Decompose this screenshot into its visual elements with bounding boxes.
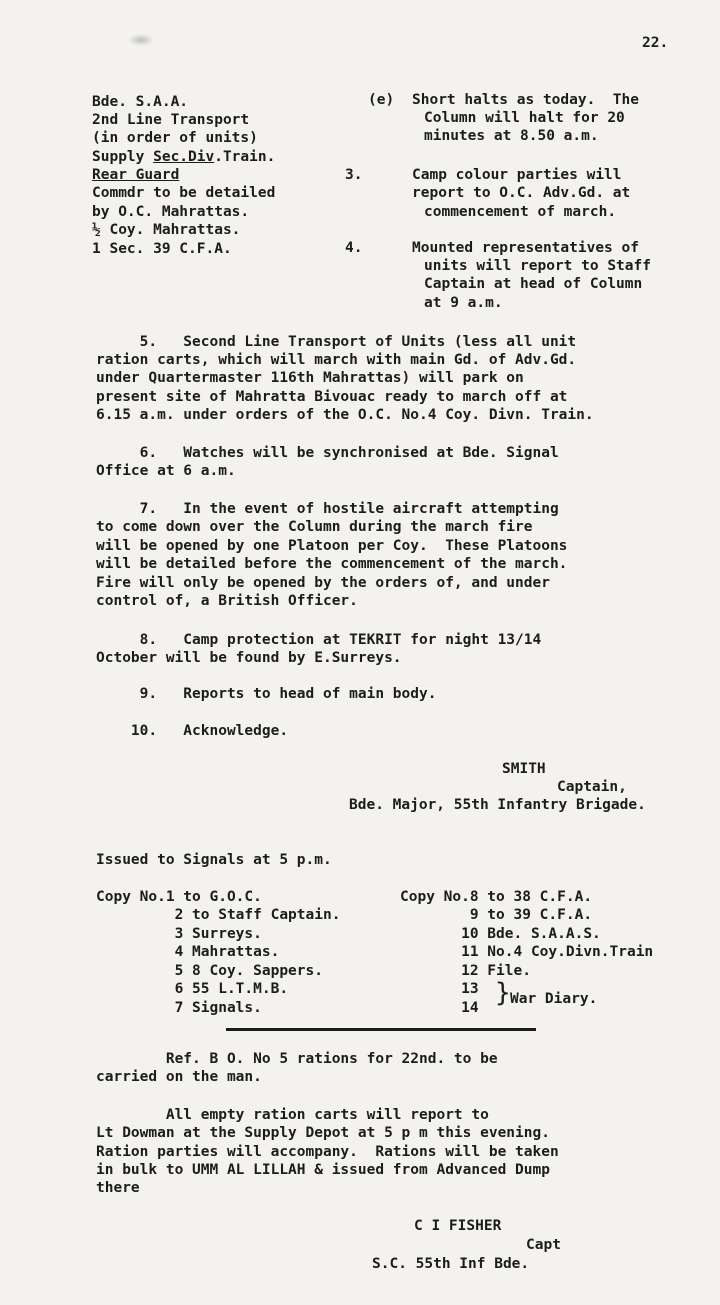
signature-rank: Captain, xyxy=(557,779,627,795)
p6-line: Office at 6 a.m. xyxy=(96,463,236,479)
item-e-line: Column will halt for 20 xyxy=(424,110,625,126)
left-line: 1 Sec. 39 C.F.A. xyxy=(92,241,232,257)
copy-item: 7 Signals. xyxy=(96,1000,262,1016)
item-3-line: Camp colour parties will xyxy=(412,167,622,183)
p7-line: 7. In the event of hostile aircraft attempting xyxy=(96,501,559,517)
war-diary-label: War Diary. xyxy=(510,991,598,1007)
p5-line: 6.15 a.m. under orders of the O.C. No.4 Coy. Divn. Train. xyxy=(96,407,594,423)
p5-line: 5. Second Line Transport of Units (less all unit xyxy=(96,334,577,350)
signature-name: C I FISHER xyxy=(414,1218,502,1234)
rear-guard-heading: Rear Guard xyxy=(92,167,180,183)
note-line: there xyxy=(96,1180,140,1196)
left-line: by O.C. Mahrattas. xyxy=(92,204,250,220)
p5-line: under Quartermaster 116th Mahrattas) will park on xyxy=(96,370,524,386)
copy-item: 14 xyxy=(400,1000,479,1016)
left-line: Commdr to be detailed xyxy=(92,185,276,201)
page-number: 22. xyxy=(642,35,669,51)
ink-smudge xyxy=(128,34,154,46)
paragraph-9: 9. Reports to head of main body. xyxy=(96,686,437,702)
p8-line: October will be found by E.Surreys. xyxy=(96,650,402,666)
note-line: Ref. B O. No 5 rations for 22nd. to be xyxy=(96,1051,498,1067)
item-e-line: Short halts as today. The xyxy=(412,92,639,108)
copy-item: 10 Bde. S.A.A.S. xyxy=(400,926,601,942)
item-3-label: 3. xyxy=(345,167,363,183)
note-line: in bulk to UMM AL LILLAH & issued from Advanced Dump xyxy=(96,1162,550,1178)
p7-line: will be opened by one Platoon per Coy. These Platoons xyxy=(96,538,568,554)
left-line: (in order of units) xyxy=(92,130,258,146)
left-line: ½ Coy. Mahrattas. xyxy=(92,222,241,238)
copy-item: 4 Mahrattas. xyxy=(96,944,280,960)
copy-item: 6 55 L.T.M.B. xyxy=(96,981,289,997)
left-line: Bde. S.A.A. xyxy=(92,94,189,110)
note-line: Lt Dowman at the Supply Depot at 5 p m this evening. xyxy=(96,1125,550,1141)
signature-rank: Capt xyxy=(526,1237,561,1253)
left-line: 2nd Line Transport xyxy=(92,112,250,128)
item-4-line: Captain at head of Column xyxy=(424,276,643,292)
copy-item: 11 No.4 Coy.Divn.Train xyxy=(400,944,654,960)
p7-line: Fire will only be opened by the orders of, and under xyxy=(96,575,550,591)
copy-item: 12 File. xyxy=(400,963,531,979)
p6-line: 6. Watches will be synchronised at Bde. Signal xyxy=(96,445,559,461)
item-4-line: Mounted representatives of xyxy=(412,240,639,256)
p5-line: present site of Mahratta Bivouac ready to march off at xyxy=(96,389,568,405)
item-3-line: commencement of march. xyxy=(424,204,617,220)
item-3-line: report to O.C. Adv.Gd. at xyxy=(412,185,631,201)
item-4-line: at 9 a.m. xyxy=(424,295,503,311)
signature-title: Bde. Major, 55th Infantry Brigade. xyxy=(349,797,646,813)
copy-item: 2 to Staff Captain. xyxy=(96,907,341,923)
signature-title: S.C. 55th Inf Bde. xyxy=(372,1256,530,1272)
left-line xyxy=(92,148,275,166)
item-4-label: 4. xyxy=(345,240,363,256)
copy-item: 5 8 Coy. Sappers. xyxy=(96,963,323,979)
issued-line: Issued to Signals at 5 p.m. xyxy=(96,852,332,868)
item-e-label: (e) xyxy=(368,92,395,108)
p5-line: ration carts, which will march with main Gd. of Adv.Gd. xyxy=(96,352,577,368)
note-line: All empty ration carts will report to xyxy=(96,1107,489,1123)
supply-prefix: Supply xyxy=(92,149,154,165)
copy-item: 9 to 39 C.F.A. xyxy=(400,907,593,923)
sec-div-underlined: Sec.Div xyxy=(153,149,215,165)
p7-line: will be detailed before the commencement of the march. xyxy=(96,556,568,572)
note-line: Ration parties will accompany. Rations will be taken xyxy=(96,1144,559,1160)
copy-item: Copy No.8 to 38 C.F.A. xyxy=(400,889,593,905)
note-line: carried on the man. xyxy=(96,1069,262,1085)
copy-item: 3 Surreys. xyxy=(96,926,262,942)
signature-name: SMITH xyxy=(502,761,546,777)
p7-line: to come down over the Column during the march fire xyxy=(96,519,533,535)
p8-line: 8. Camp protection at TEKRIT for night 13/14 xyxy=(96,632,542,648)
item-e-line: minutes at 8.50 a.m. xyxy=(424,128,599,144)
item-4-line: units will report to Staff xyxy=(424,258,651,274)
train-suffix: .Train. xyxy=(214,149,276,165)
copy-item: 13 xyxy=(400,981,479,997)
p7-line: control of, a British Officer. xyxy=(96,593,358,609)
copy-item: Copy No.1 to G.O.C. xyxy=(96,889,262,905)
paragraph-10: 10. Acknowledge. xyxy=(96,723,289,739)
horizontal-rule xyxy=(226,1028,536,1031)
brace-glyph: } xyxy=(495,978,511,1008)
